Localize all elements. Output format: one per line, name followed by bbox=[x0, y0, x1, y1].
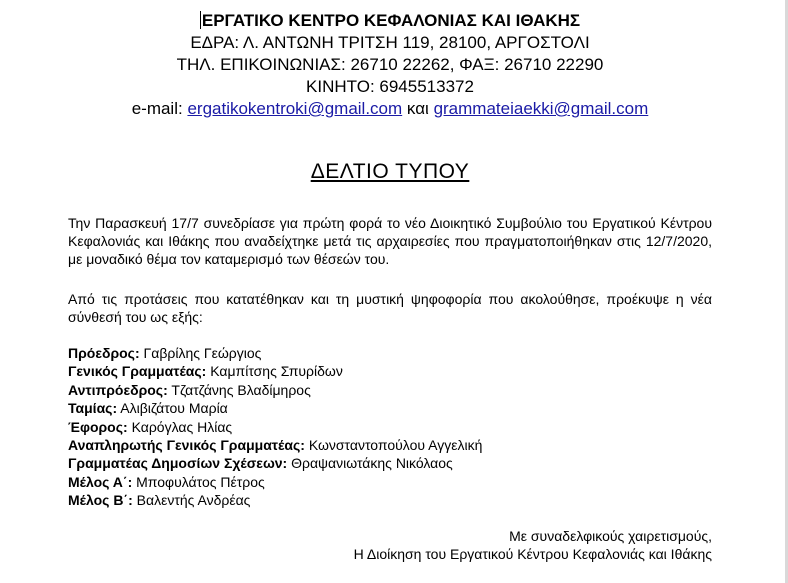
phone-line: ΤΗΛ. ΕΠΙΚΟΙΝΩΝΙΑΣ: 26710 22262, ΦΑΞ: 26710 22290 bbox=[176, 55, 604, 74]
email-link-1[interactable]: ergatikokentroki@gmail.com bbox=[187, 99, 403, 118]
role-name: Καμπίτσης Σπυρίδων bbox=[210, 363, 343, 380]
role-line bbox=[68, 399, 482, 417]
role-name: Θραψανιωτάκης Νικόλαος bbox=[291, 455, 453, 472]
role-name: Μποφυλάτος Πέτρος bbox=[136, 473, 265, 490]
email-join: και bbox=[406, 99, 429, 118]
role-label: Μέλος Β΄: bbox=[68, 492, 133, 509]
role-line bbox=[68, 473, 482, 491]
role-name: Βαλεντής Ανδρέας bbox=[136, 492, 251, 509]
role-line bbox=[68, 491, 482, 509]
paragraph-1: Την Παρασκευή 17/7 συνεδρίασε για πρώτη φορά το νέο Διοικητικό Συμβούλιο του Εργατικού Κέντρου Κεφαλονιάς και Ιθάκης που αναδείχτηκε μετά τις αρχαιρεσίες που πραγματοποιήθηκαν στις 12/7/2020, με μοναδικό θέμα τον καταμερισμό των θέσεών του. bbox=[68, 215, 712, 267]
role-label: Ταμίας: bbox=[68, 400, 118, 417]
role-line bbox=[68, 454, 482, 472]
role-line bbox=[68, 381, 482, 399]
role-name: Γαβρίλης Γεώργιος bbox=[143, 345, 262, 361]
closing-greeting: Με συναδελφικούς χαιρετισμούς, bbox=[509, 528, 712, 544]
board-roles-list bbox=[68, 344, 482, 510]
email-link-2[interactable]: grammateiaekki@gmail.com bbox=[433, 99, 649, 118]
mobile-line: ΚΙΝΗΤΟ: 6945513372 bbox=[306, 77, 474, 96]
organization-title bbox=[0, 10, 780, 32]
role-label: Αναπληρωτής Γενικός Γραμματέας: bbox=[68, 437, 305, 454]
closing-block bbox=[354, 527, 712, 563]
email-line bbox=[0, 98, 780, 120]
organization-name: ΕΡΓΑΤΙΚΟ ΚΕΝΤΡΟ ΚΕΦΑΛΟΝΙΑΣ ΚΑΙ ΙΘΑΚΗΣ bbox=[201, 11, 581, 30]
role-name: Τζατζάνης Βλαδίμηρος bbox=[171, 381, 311, 398]
role-line bbox=[68, 344, 482, 362]
text-cursor bbox=[200, 11, 201, 29]
role-name: Καρόγλας Ηλίας bbox=[131, 418, 233, 435]
role-label: Έφορος: bbox=[68, 418, 128, 435]
paragraph-2: Από τις προτάσεις που κατατέθηκαν και τη μυστική ψηφοφορία που ακολούθησε, προέκυψε η νέα σύνθεσή του ως εξής: bbox=[68, 291, 712, 325]
role-name: Κωνσταντοπούλου Αγγελική bbox=[308, 437, 483, 454]
role-label: Γενικός Γραμματέας: bbox=[68, 363, 207, 380]
role-label: Πρόεδρος: bbox=[68, 345, 140, 361]
role-name: Αλιβιζάτου Μαρία bbox=[120, 400, 228, 417]
document-title: ΔΕΛΤΙΟ ΤΥΠΟΥ bbox=[310, 160, 470, 183]
address-line: ΕΔΡΑ: Λ. ΑΝΤΩΝΗ ΤΡΙΤΣΗ 119, 28100, ΑΡΓΟΣΤΟΛΙ bbox=[190, 33, 590, 52]
role-line bbox=[68, 436, 482, 454]
closing-signature: Η Διοίκηση του Εργατικού Κέντρου Κεφαλονιάς και Ιθάκης bbox=[353, 546, 712, 562]
role-line bbox=[68, 418, 482, 436]
email-label: e-mail: bbox=[131, 99, 183, 118]
role-line bbox=[68, 362, 482, 380]
role-label: Γραμματέας Δημοσίων Σχέσεων: bbox=[68, 455, 288, 472]
role-label: Μέλος Α΄: bbox=[68, 473, 133, 490]
letterhead bbox=[0, 10, 780, 120]
role-label: Αντιπρόεδρος: bbox=[68, 381, 168, 398]
